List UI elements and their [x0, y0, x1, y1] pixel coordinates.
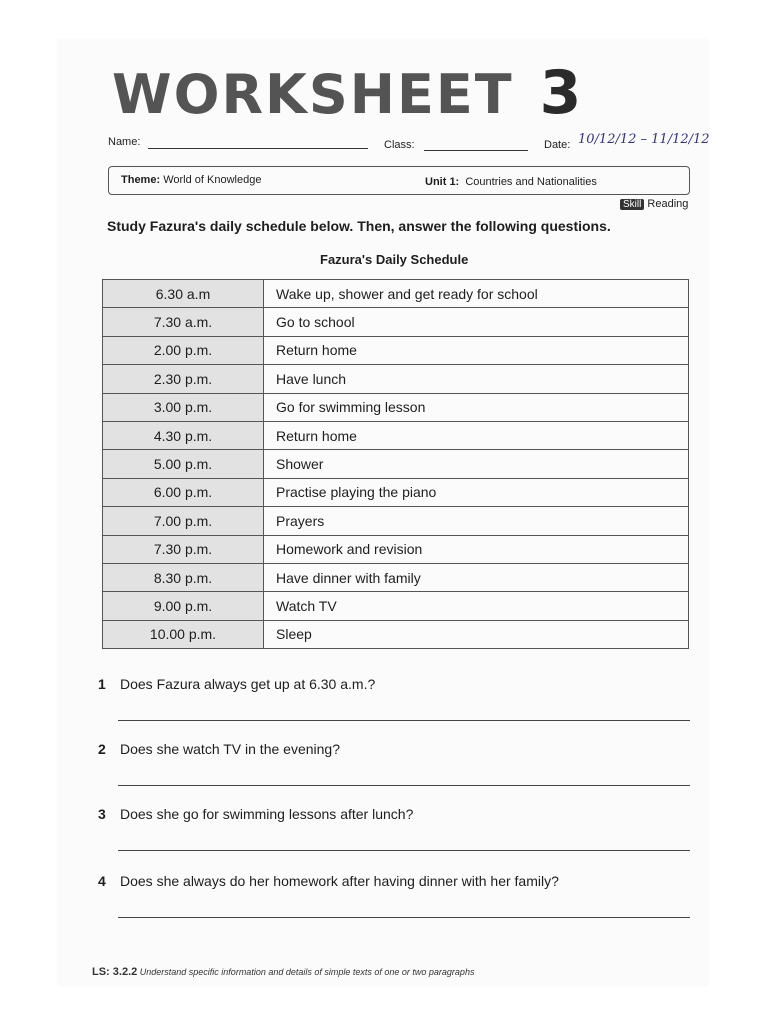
answer-line-1[interactable] [118, 720, 690, 721]
class-label: Class: [384, 139, 415, 151]
question-3 [98, 806, 413, 822]
schedule-activity: Shower [264, 450, 689, 478]
skill-indicator [620, 198, 688, 210]
schedule-table [102, 279, 689, 649]
title-text: WORKSHEET [112, 63, 514, 126]
question-text: Does she always do her homework after having dinner with her family? [120, 873, 559, 889]
learning-standard [92, 966, 474, 978]
question-number: 3 [98, 806, 106, 822]
date-value[interactable]: 10/12/12 – 11/12/12 [578, 132, 710, 147]
schedule-time: 7.30 a.m. [103, 308, 264, 336]
question-number: 4 [98, 873, 106, 889]
theme-box [108, 166, 690, 195]
schedule-row [103, 365, 689, 393]
schedule-time: 10.00 p.m. [103, 620, 264, 648]
schedule-time: 3.00 p.m. [103, 393, 264, 421]
theme-value: World of Knowledge [163, 174, 262, 186]
question-number: 2 [98, 741, 106, 757]
schedule-activity: Return home [264, 421, 689, 449]
schedule-activity: Prayers [264, 507, 689, 535]
schedule-row [103, 450, 689, 478]
question-text: Does Fazura always get up at 6.30 a.m.? [120, 676, 376, 692]
schedule-activity: Homework and revision [264, 535, 689, 563]
schedule-row [103, 620, 689, 648]
schedule-title: Fazura's Daily Schedule [320, 252, 469, 267]
skill-value: Reading [647, 198, 689, 210]
question-text: Does she watch TV in the evening? [120, 741, 340, 757]
title-number: 3 [539, 58, 584, 128]
schedule-activity: Return home [264, 336, 689, 364]
schedule-row [103, 563, 689, 591]
schedule-row [103, 592, 689, 620]
schedule-time: 9.00 p.m. [103, 592, 264, 620]
ls-code: LS: 3.2.2 [92, 966, 138, 978]
schedule-time: 7.30 p.m. [103, 535, 264, 563]
question-4 [98, 873, 559, 889]
class-field[interactable] [424, 150, 528, 151]
theme-info [121, 174, 261, 186]
schedule-row [103, 421, 689, 449]
schedule-activity: Have lunch [264, 365, 689, 393]
question-number: 1 [98, 676, 106, 692]
theme-label: Theme: [121, 174, 161, 186]
ls-text: Understand specific information and details of simple texts of one or two paragraphs [139, 967, 475, 977]
schedule-activity: Watch TV [264, 592, 689, 620]
date-label: Date: [544, 139, 571, 151]
schedule-row [103, 280, 689, 308]
answer-line-4[interactable] [118, 917, 690, 918]
schedule-time: 4.30 p.m. [103, 421, 264, 449]
name-label: Name: [108, 136, 141, 148]
schedule-row [103, 478, 689, 506]
schedule-time: 6.30 a.m [103, 280, 264, 308]
unit-value: Countries and Nationalities [465, 176, 597, 188]
schedule-activity: Go to school [264, 308, 689, 336]
schedule-activity: Wake up, shower and get ready for school [264, 280, 689, 308]
schedule-row [103, 308, 689, 336]
schedule-time: 8.30 p.m. [103, 563, 264, 591]
question-text: Does she go for swimming lessons after lunch? [120, 806, 414, 822]
name-field[interactable] [148, 148, 368, 149]
unit-label: Unit 1: [425, 176, 460, 188]
schedule-time: 6.00 p.m. [103, 478, 264, 506]
schedule-time: 2.00 p.m. [103, 336, 264, 364]
schedule-row [103, 507, 689, 535]
schedule-time: 7.00 p.m. [103, 507, 264, 535]
schedule-row [103, 336, 689, 364]
question-2 [98, 741, 340, 757]
schedule-activity: Have dinner with family [264, 563, 689, 591]
answer-line-2[interactable] [118, 785, 690, 786]
answer-line-3[interactable] [118, 850, 690, 851]
question-1 [98, 676, 375, 692]
schedule-time: 2.30 p.m. [103, 365, 264, 393]
schedule-activity: Practise playing the piano [264, 478, 689, 506]
instruction-text: Study Fazura's daily schedule below. Then, answer the following questions. [107, 218, 611, 234]
unit-info [425, 176, 597, 188]
skill-tag: Skill [620, 199, 644, 210]
schedule-time: 5.00 p.m. [103, 450, 264, 478]
schedule-activity: Sleep [264, 620, 689, 648]
schedule-activity: Go for swimming lesson [264, 393, 689, 421]
worksheet-title [112, 58, 583, 128]
schedule-row [103, 535, 689, 563]
schedule-row [103, 393, 689, 421]
